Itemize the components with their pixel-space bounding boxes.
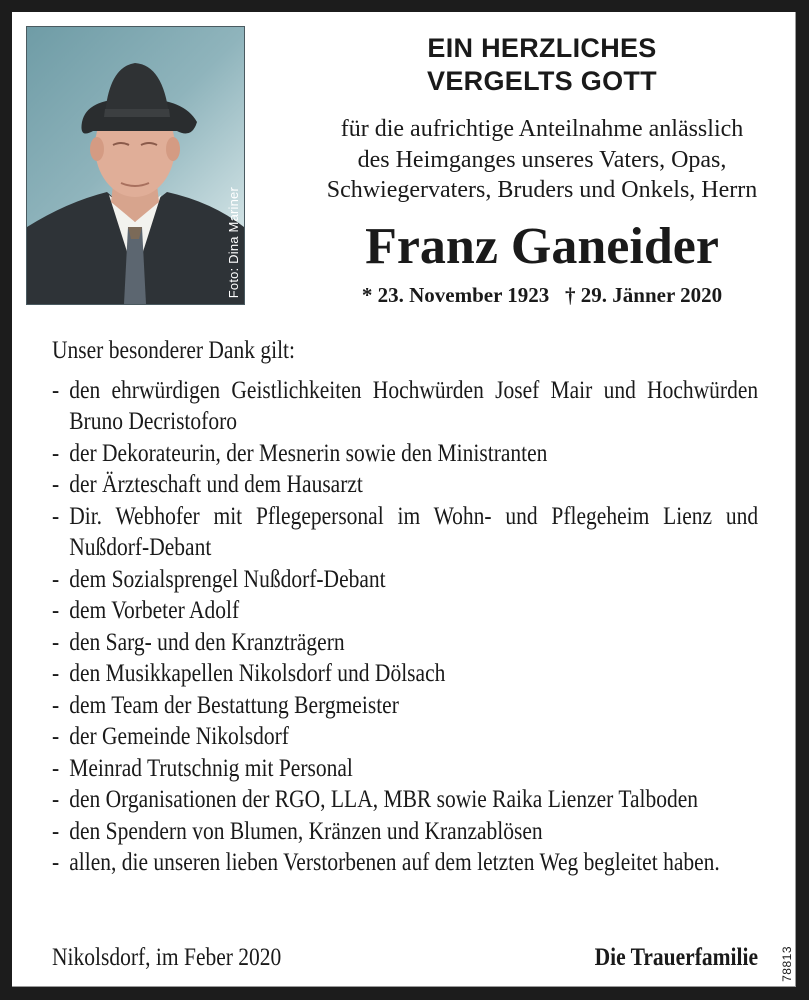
thanks-section: [52, 335, 758, 879]
intro-line: Schwiegervaters, Bruders und Onkels, Herrn: [326, 177, 758, 203]
headline-line: EIN HERZLICHES: [427, 33, 657, 63]
place-date: Nikolsdorf, im Feber 2020: [52, 944, 282, 971]
list-item: - der Dekorateurin, der Mesnerin sowie den Ministranten: [52, 439, 548, 467]
list-item: - der Ärzteschaft und dem Hausarzt: [52, 471, 363, 498]
list-item: - der Gemeinde Nikolsdorf: [52, 723, 289, 750]
list-item: - dem Team der Bestattung Bergmeister: [52, 691, 399, 719]
list-item: - dem Vorbeter Adolf: [52, 597, 240, 624]
headline-line: VERGELTS GOTT: [427, 66, 657, 96]
intro-line: für die aufrichtige Anteilnahme anlässlich: [340, 116, 744, 142]
reference-number: 78813: [780, 946, 794, 982]
deceased-name: Franz Ganeider: [365, 218, 719, 275]
list-item: - allen, die unseren lieben Verstorbenen auf dem letzten Weg begleitet haben.: [52, 849, 720, 876]
photo-credit: Foto: Dina Mariner: [226, 186, 241, 298]
list-item: - den Spendern von Blumen, Kränzen und Kranzablösen: [52, 817, 543, 845]
list-item: - Meinrad Trutschnig mit Personal: [52, 754, 353, 782]
thanks-intro: Unser besonderer Dank gilt:: [52, 337, 296, 364]
signature: Die Trauerfamilie: [594, 944, 758, 971]
list-item: - den ehrwürdigen Geistlichkeiten Hochwürden Josef Mair und Hochwürden Bruno Decristoforo: [52, 376, 759, 435]
list-item: - den Organisationen der RGO, LLA, MBR sowie Raika Lienzer Talboden: [52, 786, 699, 813]
obituary-notice: [12, 12, 796, 987]
list-item: - den Musikkapellen Nikolsdorf und Dölsach: [52, 660, 446, 687]
list-item: - dem Sozialsprengel Nußdorf-Debant: [52, 565, 386, 593]
life-dates: * 23. November 1923 † 29. Jänner 2020: [361, 283, 723, 307]
list-item: - den Sarg- und den Kranzträgern: [52, 628, 345, 656]
intro-text: [272, 114, 809, 206]
intro-line: des Heimganges unseres Vaters, Opas,: [357, 146, 727, 173]
portrait-icon: [27, 27, 244, 304]
headline: [292, 32, 792, 98]
list-item: - Dir. Webhofer mit Pflegepersonal im Wohn- und Pflegeheim Lienz und Nußdorf-Debant: [52, 502, 759, 561]
thanks-list: [52, 375, 758, 879]
portrait-photo: [26, 26, 245, 305]
